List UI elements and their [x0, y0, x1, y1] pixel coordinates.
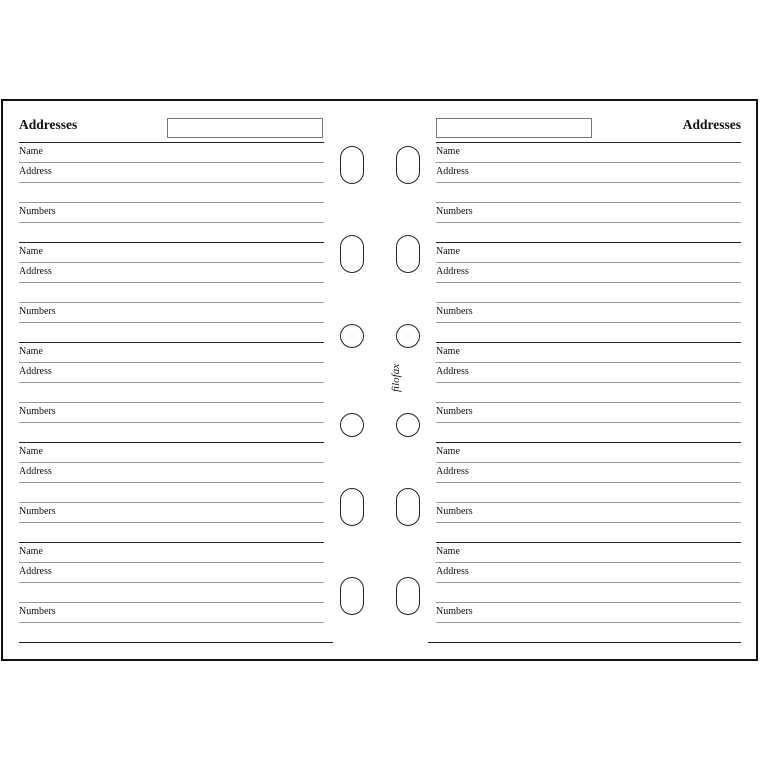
- right-name-label: Name: [436, 446, 460, 457]
- right-writing-line: [436, 322, 741, 323]
- right-writing-line: [436, 302, 741, 303]
- punch-hole: [396, 324, 420, 348]
- left-address-label: Address: [19, 466, 52, 477]
- left-name-label: Name: [19, 446, 43, 457]
- brand-logo: filofax: [390, 363, 402, 392]
- left-name-label: Name: [19, 246, 43, 257]
- right-numbers-label: Numbers: [436, 406, 473, 417]
- left-numbers-label: Numbers: [19, 506, 56, 517]
- left-address-label: Address: [19, 166, 52, 177]
- right-writing-line: [436, 222, 741, 223]
- right-writing-line: [436, 582, 741, 583]
- left-writing-line: [19, 482, 324, 483]
- left-writing-line: [19, 602, 324, 603]
- right-name-label: Name: [436, 546, 460, 557]
- right-numbers-label: Numbers: [436, 506, 473, 517]
- left-writing-line: [19, 162, 324, 163]
- right-numbers-label: Numbers: [436, 606, 473, 617]
- left-writing-line: [19, 622, 324, 623]
- title-box-right[interactable]: [436, 118, 592, 138]
- left-name-label: Name: [19, 346, 43, 357]
- punch-hole: [396, 488, 420, 526]
- left-writing-line: [19, 182, 324, 183]
- left-writing-line: [19, 222, 324, 223]
- right-writing-line: [436, 522, 741, 523]
- right-numbers-label: Numbers: [436, 306, 473, 317]
- right-entry-divider: [436, 142, 741, 143]
- right-writing-line: [436, 502, 741, 503]
- left-numbers-label: Numbers: [19, 206, 56, 217]
- punch-hole: [340, 324, 364, 348]
- left-entry-divider: [19, 542, 324, 543]
- left-numbers-label: Numbers: [19, 406, 56, 417]
- right-writing-line: [436, 162, 741, 163]
- right-entry-divider: [436, 242, 741, 243]
- left-writing-line: [19, 522, 324, 523]
- left-name-label: Name: [19, 146, 43, 157]
- right-writing-line: [436, 422, 741, 423]
- punch-hole: [340, 235, 364, 273]
- left-writing-line: [19, 282, 324, 283]
- left-name-label: Name: [19, 546, 43, 557]
- right-writing-line: [436, 462, 741, 463]
- left-writing-line: [19, 302, 324, 303]
- right-writing-line: [436, 402, 741, 403]
- left-bottom-line: [19, 642, 333, 643]
- left-writing-line: [19, 502, 324, 503]
- organiser-page: [1, 99, 758, 661]
- left-entry-divider: [19, 442, 324, 443]
- left-address-label: Address: [19, 366, 52, 377]
- title-box-left[interactable]: [167, 118, 323, 138]
- left-address-label: Address: [19, 566, 52, 577]
- punch-hole: [396, 235, 420, 273]
- left-writing-line: [19, 402, 324, 403]
- right-numbers-label: Numbers: [436, 206, 473, 217]
- right-writing-line: [436, 362, 741, 363]
- left-entry-divider: [19, 342, 324, 343]
- punch-hole: [396, 577, 420, 615]
- right-name-label: Name: [436, 146, 460, 157]
- right-writing-line: [436, 482, 741, 483]
- left-writing-line: [19, 462, 324, 463]
- left-numbers-label: Numbers: [19, 306, 56, 317]
- left-writing-line: [19, 422, 324, 423]
- right-writing-line: [436, 562, 741, 563]
- right-writing-line: [436, 282, 741, 283]
- left-writing-line: [19, 362, 324, 363]
- left-numbers-label: Numbers: [19, 606, 56, 617]
- right-writing-line: [436, 602, 741, 603]
- right-name-label: Name: [436, 346, 460, 357]
- right-entry-divider: [436, 542, 741, 543]
- right-address-label: Address: [436, 466, 469, 477]
- right-entry-divider: [436, 342, 741, 343]
- left-entry-divider: [19, 142, 324, 143]
- right-writing-line: [436, 182, 741, 183]
- punch-hole: [396, 146, 420, 184]
- left-address-label: Address: [19, 266, 52, 277]
- right-address-label: Address: [436, 566, 469, 577]
- left-entry-divider: [19, 242, 324, 243]
- punch-hole: [396, 413, 420, 437]
- right-name-label: Name: [436, 246, 460, 257]
- punch-hole: [340, 577, 364, 615]
- left-writing-line: [19, 262, 324, 263]
- left-writing-line: [19, 202, 324, 203]
- page-title-right: Addresses: [682, 117, 741, 132]
- right-writing-line: [436, 622, 741, 623]
- left-writing-line: [19, 382, 324, 383]
- left-writing-line: [19, 562, 324, 563]
- punch-hole: [340, 488, 364, 526]
- punch-hole: [340, 413, 364, 437]
- right-address-label: Address: [436, 166, 469, 177]
- left-writing-line: [19, 582, 324, 583]
- right-writing-line: [436, 202, 741, 203]
- right-address-label: Address: [436, 366, 469, 377]
- right-entry-divider: [436, 442, 741, 443]
- page-title-left: Addresses: [19, 117, 78, 132]
- left-writing-line: [19, 322, 324, 323]
- right-writing-line: [436, 262, 741, 263]
- right-address-label: Address: [436, 266, 469, 277]
- right-writing-line: [436, 382, 741, 383]
- right-bottom-line: [428, 642, 741, 643]
- punch-hole: [340, 146, 364, 184]
